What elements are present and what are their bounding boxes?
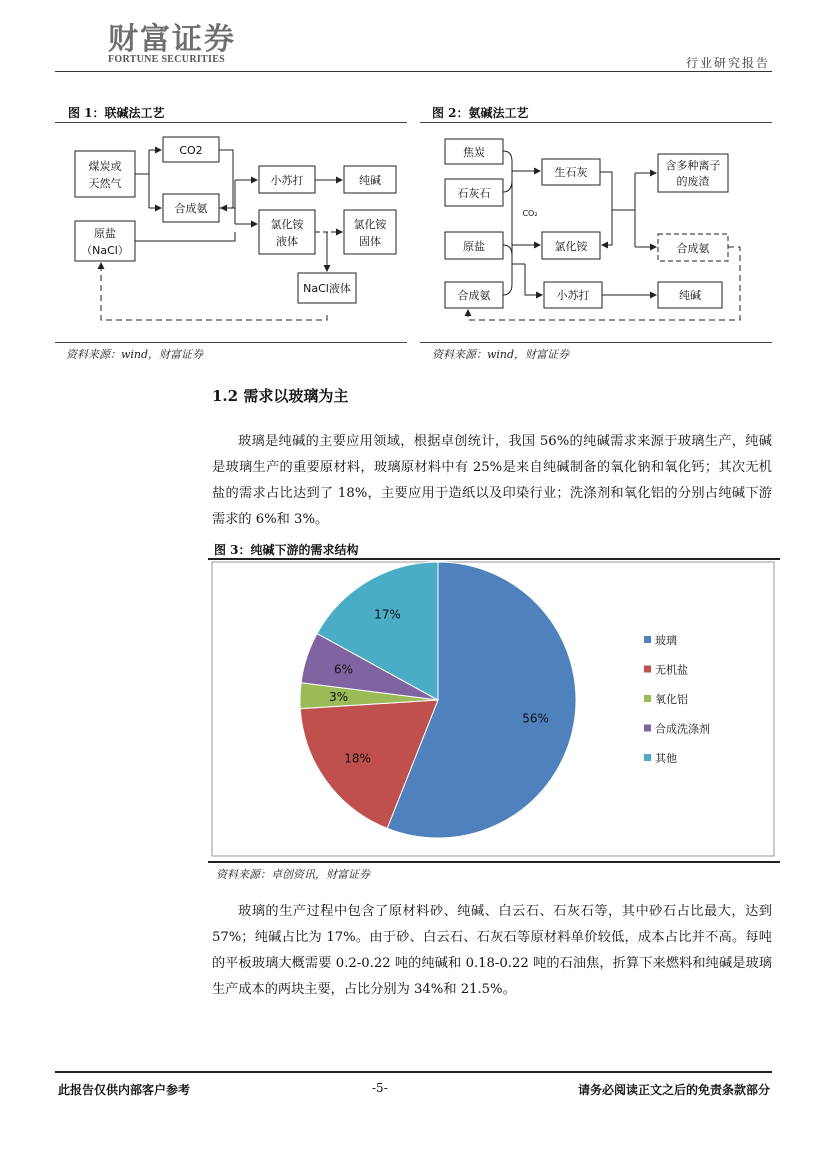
- node-coke: 焦炭: [463, 146, 485, 159]
- node-nh4cl-liquid-line2: 液体: [276, 235, 298, 248]
- legend-swatch-2: [644, 666, 651, 673]
- node-waste-line1: 含多种离子: [665, 159, 721, 172]
- pie-data-label-1: 56%: [522, 711, 549, 726]
- node-salt-line1: 原盐: [94, 227, 116, 240]
- node-baking-soda: 小苏打: [270, 174, 304, 187]
- figure2-title: 图 2：氨碱法工艺: [432, 106, 529, 120]
- logo-subtitle: FORTUNE SECURITIES: [108, 54, 226, 65]
- pie-data-label-5: 17%: [374, 607, 401, 622]
- node-nh4cl-solid-line2: 固体: [359, 235, 381, 248]
- figure3-bottom-rule: [208, 861, 780, 863]
- pie-chart: [208, 560, 780, 860]
- node-ammonia-left: 合成氨: [457, 289, 491, 302]
- pie-data-label-3: 3%: [329, 689, 349, 704]
- legend-swatch-5: [644, 754, 651, 761]
- legend-swatch-3: [644, 695, 651, 702]
- node-coal-line2: 天然气: [88, 177, 122, 190]
- figure1-diagram: [55, 124, 407, 342]
- figure2-bottom-rule: [420, 342, 772, 343]
- node-soda-ash: 纯碱: [679, 289, 701, 302]
- node-nh4cl-liquid-line1: 氯化铵: [270, 218, 304, 231]
- node-quicklime: 生石灰: [554, 166, 588, 179]
- header-divider: [55, 71, 772, 72]
- legend-label-1: 玻璃: [655, 634, 677, 647]
- figure2-diagram: [420, 124, 772, 342]
- figure1-top-rule: [55, 122, 407, 123]
- figure2-source: 资料来源：wind，财富证券: [432, 348, 570, 361]
- legend-swatch-1: [644, 636, 651, 643]
- pie-data-label-2: 18%: [344, 751, 371, 766]
- figure1-source: 资料来源：wind，财富证券: [66, 348, 204, 361]
- footer-disclaimer-right: 请务必阅读正文之后的免责条款部分: [577, 1083, 770, 1097]
- node-nacl-liquid: NaCl液体: [303, 282, 351, 295]
- legend-swatch-4: [644, 725, 651, 732]
- page-number: -5-: [372, 1081, 388, 1095]
- pie-data-label-4: 6%: [333, 662, 354, 677]
- logo-text: 财富证券: [108, 22, 236, 57]
- paragraph-1: 玻璃是纯碱的主要应用领域，根据卓创统计，我国 56%的纯碱需求来源于玻璃生产，纯碱是玻璃生产的重要原材料，玻璃原材料中有 25%是来自纯碱制备的氧化钠和氧化钙；其次无机盐的需求占比达到了 18%，主要应用于造纸以及印染行业；洗涤剂和氧化铝的分别占纯碱下游需求的 6%和 3%。: [212, 434, 772, 527]
- node-co2: CO2: [179, 144, 203, 157]
- legend-label-5: 其他: [655, 752, 677, 765]
- node-limestone: 石灰石: [457, 187, 491, 200]
- report-type: 行业研究报告: [685, 56, 770, 70]
- node-salt-line2: （NaCl）: [81, 244, 129, 257]
- figure1-bottom-rule: [55, 342, 407, 343]
- legend-label-4: 合成洗涤剂: [655, 722, 710, 736]
- node-coal-line1: 煤炭或: [88, 160, 122, 173]
- node-waste-line2: 的废渣: [676, 175, 710, 188]
- figure1-title: 图 1：联碱法工艺: [68, 106, 165, 120]
- legend-label-2: 无机盐: [655, 663, 688, 677]
- legend-label-3: 氧化铝: [655, 693, 688, 706]
- node-ammonia: 合成氨: [174, 202, 208, 215]
- figure2-top-rule: [420, 122, 772, 123]
- node-co2-label: CO₂: [522, 209, 538, 218]
- node-soda-ash: 纯碱: [359, 174, 381, 187]
- figure3-source: 资料来源：卓创资讯，财富证券: [216, 868, 370, 881]
- section-title: 1.2 需求以玻璃为主: [212, 387, 349, 405]
- node-nh4cl: 氯化铵: [554, 240, 588, 253]
- node-nh4cl-solid-line1: 氯化铵: [353, 218, 387, 231]
- node-baking-soda: 小苏打: [556, 289, 590, 302]
- node-ammonia-right: 合成氨: [676, 242, 710, 255]
- figure3-title: 图 3：纯碱下游的需求结构: [214, 543, 359, 557]
- footer-divider: [55, 1071, 772, 1073]
- node-salt: 原盐: [463, 240, 485, 253]
- footer-disclaimer-left: 此报告仅供内部客户参考: [58, 1083, 191, 1097]
- paragraph-2: 玻璃的生产过程中包含了原材料砂、纯碱、白云石、石灰石等，其中砂石占比最大，达到 57%；纯碱占比为 17%。由于砂、白云石、石灰石等原材料单价较低，成本占比并不高。每吨的平板玻璃大概需要 0.2-0.22 吨的纯碱和 0.18-0.22 吨的石油焦，折算下来燃料和纯碱是玻璃生产成本的两块主要，占比分别为 34%和 21.5%。: [212, 904, 772, 997]
